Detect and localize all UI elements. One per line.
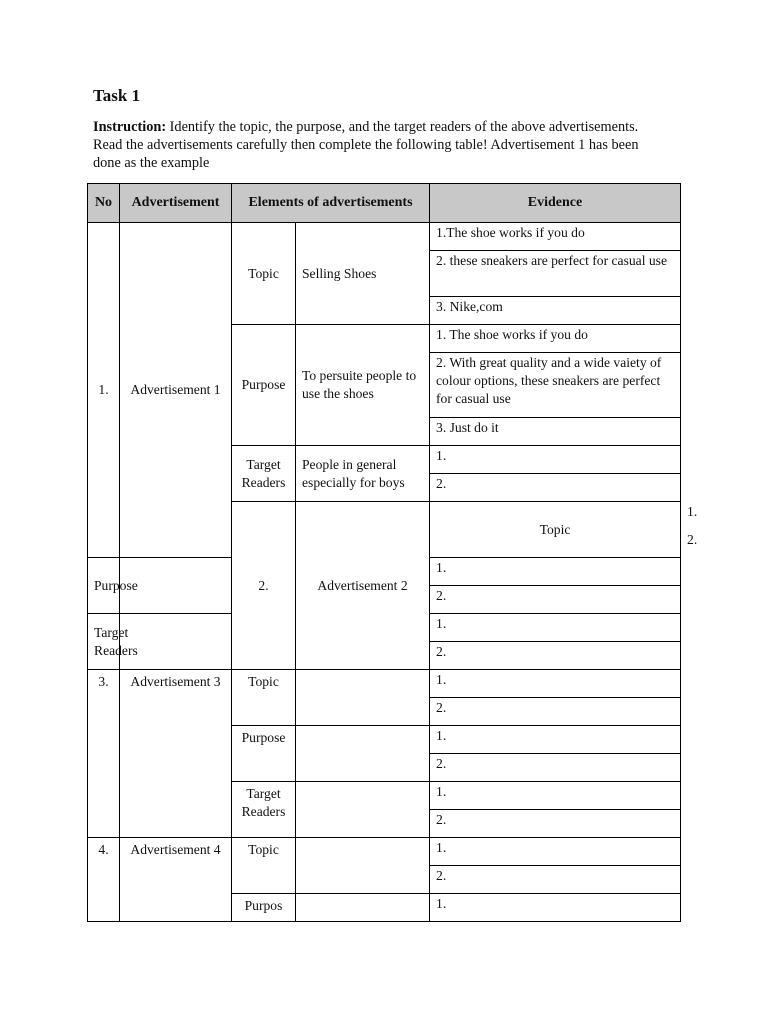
table-row bbox=[88, 838, 681, 866]
table-header-row bbox=[88, 184, 681, 223]
header-elements: Elements of advertisements bbox=[232, 184, 430, 223]
element-value bbox=[296, 838, 430, 894]
element-label: Purpose bbox=[88, 558, 120, 614]
element-value bbox=[296, 726, 430, 782]
row-number: 3. bbox=[88, 670, 120, 838]
header-evidence: Evidence bbox=[430, 184, 681, 223]
table-row: 2. bbox=[687, 532, 698, 547]
evidence-cell: 1. bbox=[430, 670, 681, 698]
table-row: 2. Advertisement 2 Topic 1. bbox=[88, 502, 681, 530]
table-row bbox=[88, 223, 681, 251]
evidence-cell: 2. bbox=[430, 474, 681, 502]
evidence-table bbox=[87, 183, 698, 922]
element-label: Purpose bbox=[232, 726, 296, 782]
page-title: Task 1 bbox=[93, 86, 141, 105]
element-label: Topic bbox=[430, 502, 681, 558]
evidence-cell: 2. these sneakers are perfect for casual use bbox=[430, 251, 681, 297]
evidence-cell: 2. bbox=[430, 586, 681, 614]
evidence-cell: 2. bbox=[430, 810, 681, 838]
evidence-cell: 2. bbox=[430, 866, 681, 894]
evidence-cell: 3. Just do it bbox=[430, 418, 681, 446]
evidence-cell: 2. bbox=[430, 698, 681, 726]
element-label: Topic bbox=[232, 838, 296, 894]
instruction-body: Identify the topic, the purpose, and the target readers of the above advertisements. Read the advertisements carefully then complete the following table! Advertisement 1 has been done as the example bbox=[93, 119, 639, 171]
evidence-cell: 1. bbox=[430, 726, 681, 754]
advertisement-name: Advertisement 1 bbox=[120, 223, 232, 558]
element-value bbox=[296, 894, 430, 922]
element-label: Purpos bbox=[232, 894, 296, 922]
element-label: Purpose bbox=[232, 325, 296, 446]
evidence-cell: 1. bbox=[430, 558, 681, 586]
instruction-label: Instruction: bbox=[93, 119, 167, 135]
row-number: 4. bbox=[88, 838, 120, 922]
evidence-cell: 2. With great quality and a wide vaiety of colour options, these sneakers are perfect for casual use bbox=[430, 353, 681, 418]
element-label: Target Readers bbox=[232, 782, 296, 838]
element-label: Target Readers bbox=[88, 614, 120, 670]
element-value: People in general especially for boys bbox=[296, 446, 430, 502]
header-advertisement: Advertisement bbox=[120, 184, 232, 223]
element-value: Selling Shoes bbox=[296, 223, 430, 325]
evidence-cell: 1. bbox=[430, 614, 681, 642]
element-value: To persuite people to use the shoes bbox=[296, 325, 430, 446]
advertisement-name: Advertisement 2 bbox=[296, 502, 430, 670]
header-no: No bbox=[88, 184, 120, 223]
row-number: 1. bbox=[88, 223, 120, 558]
element-label: Target Readers bbox=[232, 446, 296, 502]
evidence-cell: 1.The shoe works if you do bbox=[430, 223, 681, 251]
evidence-cell: 3. Nike,com bbox=[430, 297, 681, 325]
table-row bbox=[88, 670, 681, 698]
evidence-cell: 1. bbox=[430, 446, 681, 474]
advertisement-name: Advertisement 4 bbox=[120, 838, 232, 922]
evidence-cell: 2. bbox=[430, 642, 681, 670]
element-value bbox=[296, 782, 430, 838]
evidence-cell: 2. bbox=[430, 754, 681, 782]
instruction-text bbox=[93, 118, 653, 172]
element-label: Topic bbox=[232, 223, 296, 325]
row-number: 2. bbox=[232, 502, 296, 670]
evidence-cell: 1. bbox=[430, 838, 681, 866]
evidence-cell: 1. bbox=[430, 894, 681, 922]
evidence-cell: 1. bbox=[430, 782, 681, 810]
element-label: Topic bbox=[232, 670, 296, 726]
advertisement-name: Advertisement 3 bbox=[120, 670, 232, 838]
evidence-cell: 1. The shoe works if you do bbox=[430, 325, 681, 353]
element-value bbox=[296, 670, 430, 726]
element-value bbox=[120, 614, 232, 670]
